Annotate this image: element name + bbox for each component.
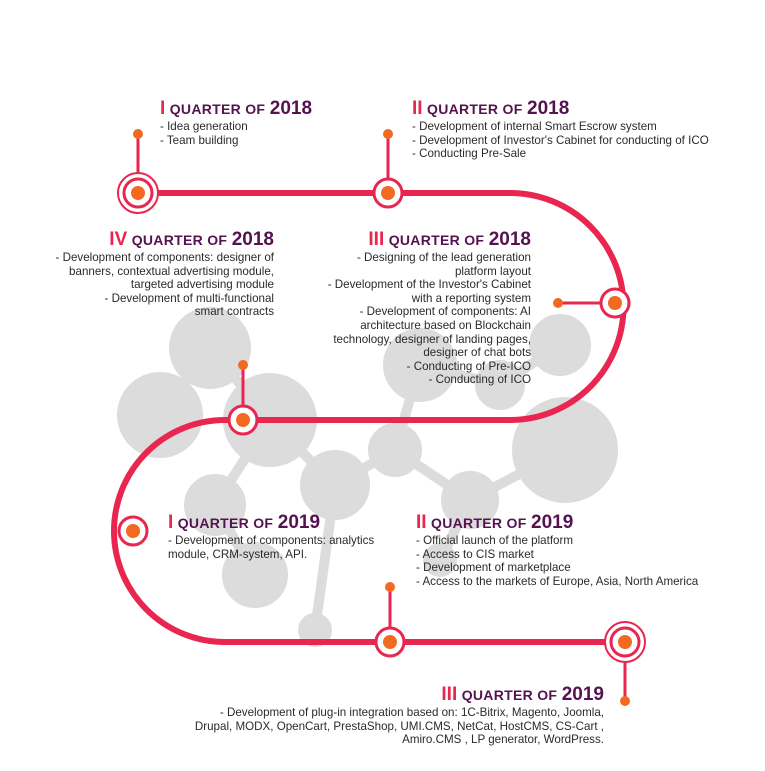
- milestone-q2-2018: [412, 99, 709, 161]
- list-item: smart contracts: [194, 305, 274, 319]
- year-label: 2018: [488, 229, 531, 250]
- milestone-node: [601, 289, 629, 317]
- milestone-node: [374, 179, 402, 207]
- roman-numeral: III: [368, 229, 385, 250]
- milestone-q4-2018: [56, 230, 274, 319]
- year-label: 2018: [231, 229, 274, 250]
- list-item: - Conducting Pre-Sale: [412, 147, 527, 161]
- list-item: architecture based on Blockchain: [360, 318, 531, 332]
- milestone-end-node: [605, 622, 645, 662]
- list-item: - Access to the markets of Europe, Asia, North America: [416, 574, 699, 588]
- list-item: - Development of marketplace: [416, 561, 571, 575]
- stem-dot: [238, 360, 248, 370]
- milestone-heading: [412, 99, 709, 120]
- list-item: - Designing of the lead generation: [356, 251, 531, 264]
- stem-dot: [385, 582, 395, 592]
- milestone-node: [376, 628, 404, 656]
- milestone-items: [56, 251, 274, 319]
- quarter-label: QUARTER OF: [427, 101, 523, 117]
- quarter-label: QUARTER OF: [461, 687, 558, 703]
- list-item: - Development of internal Smart Escrow system: [412, 120, 657, 133]
- milestone-q1-2018: [160, 99, 312, 147]
- roman-numeral: II: [416, 512, 427, 533]
- year-label: 2019: [277, 512, 321, 533]
- list-item: - Conducting of ICO: [428, 373, 531, 387]
- stem-dot: [553, 298, 563, 308]
- list-item: - Team building: [160, 133, 239, 147]
- stem-dot: [383, 129, 393, 139]
- list-item: - Development of Investor's Cabinet for conducting of ICO: [412, 133, 709, 147]
- quarter-label: QUARTER OF: [177, 515, 274, 531]
- year-label: 2018: [269, 98, 313, 119]
- list-item: - Development of components: analytics: [168, 534, 375, 547]
- stem-dot: [620, 696, 630, 706]
- list-item: technology, designer of landing pages,: [333, 332, 531, 346]
- milestone-q3-2019: [195, 685, 604, 747]
- list-item: - Development of components: designer of: [55, 251, 274, 264]
- milestone-heading: [328, 230, 531, 251]
- list-item: - Idea generation: [160, 120, 248, 133]
- list-item: module, CRM-system, API.: [168, 547, 308, 561]
- stem-dot: [133, 129, 143, 139]
- list-item: Drupal, MODX, OpenCart, PrestaShop, UMI.CMS, NetCat, HostCMS, CS-Cart ,: [194, 719, 604, 733]
- milestone-items: [195, 706, 604, 747]
- milestone-start-node: [118, 173, 158, 213]
- milestone-node: [119, 517, 147, 545]
- list-item: - Official launch of the platform: [416, 534, 574, 547]
- list-item: banners, contextual advertising module,: [69, 264, 274, 278]
- milestone-node: [229, 406, 257, 434]
- milestone-q3-2018: [328, 230, 531, 387]
- milestone-items: [328, 251, 531, 387]
- quarter-label: QUARTER OF: [431, 515, 527, 531]
- list-item: - Development of components: AI: [359, 305, 531, 319]
- quarter-label: QUARTER OF: [131, 232, 228, 248]
- milestone-items: [160, 120, 312, 147]
- milestone-items: [416, 534, 698, 588]
- milestone-heading: [195, 685, 604, 706]
- list-item: - Development of the Investor's Cabinet: [327, 278, 531, 292]
- list-item: platform layout: [454, 264, 531, 278]
- list-item: with a reporting system: [411, 291, 531, 305]
- list-item: designer of chat bots: [423, 346, 531, 360]
- roman-numeral: I: [168, 512, 174, 533]
- milestone-heading: [160, 99, 312, 120]
- list-item: - Conducting of Pre-ICO: [406, 359, 531, 373]
- milestone-heading: [168, 513, 374, 534]
- list-item: Amiro.CMS , LP generator, WordPress.: [402, 733, 604, 747]
- list-item: - Development of plug-in integration based on: 1C-Bitrix, Magento, Joomla,: [219, 706, 604, 719]
- list-item: - Access to CIS market: [416, 547, 534, 561]
- milestone-items: [412, 120, 709, 161]
- milestone-q2-2019: [416, 513, 698, 588]
- roman-numeral: I: [160, 98, 166, 119]
- list-item: - Development of multi-functional: [104, 291, 274, 305]
- year-label: 2019: [561, 684, 604, 705]
- quarter-label: QUARTER OF: [388, 232, 485, 248]
- milestone-heading: [416, 513, 698, 534]
- milestone-items: [168, 534, 374, 561]
- roman-numeral: II: [412, 98, 423, 119]
- roman-numeral: IV: [109, 229, 128, 250]
- milestone-q1-2019: [168, 513, 374, 561]
- list-item: targeted advertising module: [130, 278, 274, 292]
- year-label: 2018: [527, 98, 570, 119]
- quarter-label: QUARTER OF: [169, 101, 266, 117]
- milestone-heading: [56, 230, 274, 251]
- roman-numeral: III: [441, 684, 458, 705]
- year-label: 2019: [531, 512, 574, 533]
